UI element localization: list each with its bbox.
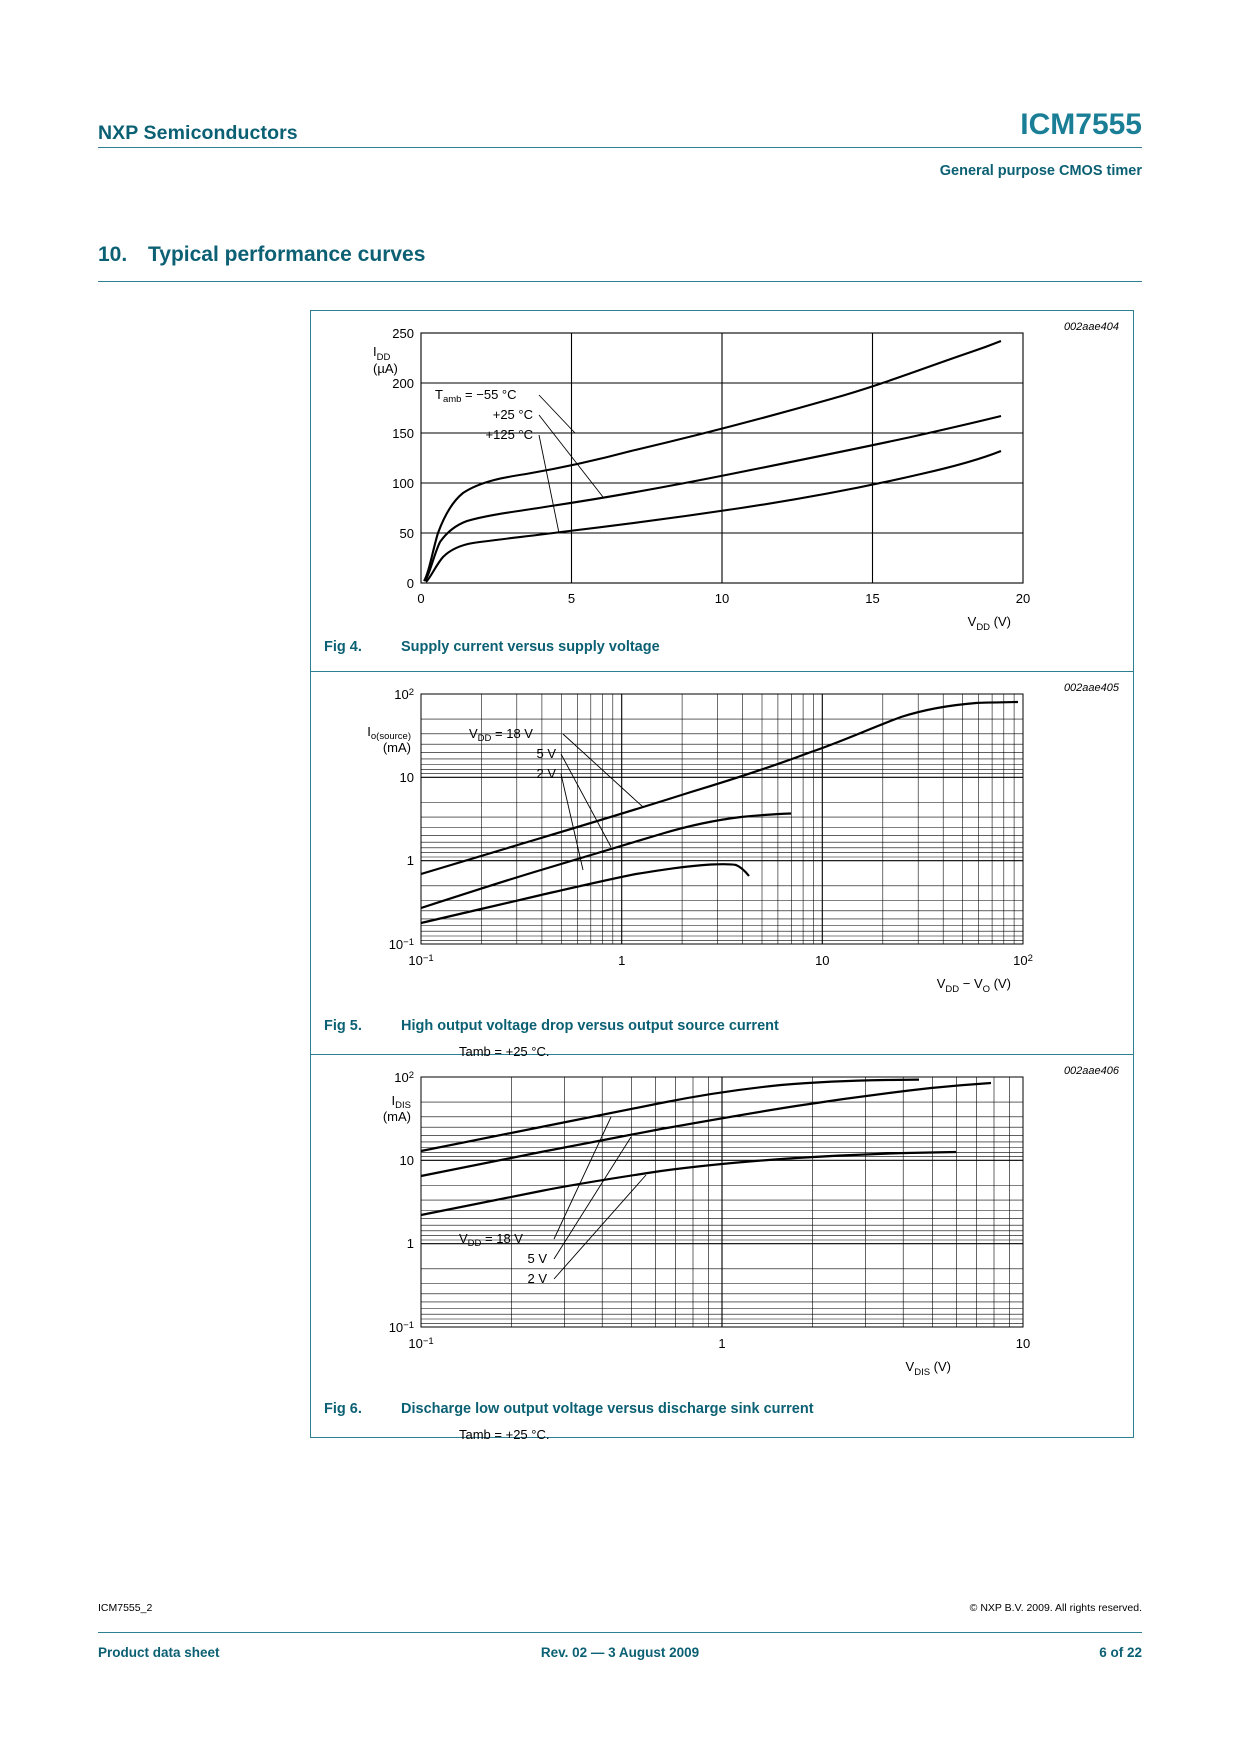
svg-text:20: 20 [1015,591,1031,606]
svg-text:150: 150 [392,426,414,441]
svg-text:102: $10^2$ [394,687,414,702]
figure-panel-5 [311,672,1133,1059]
chart-id-fig6: 002aae406 [1063,1065,1119,1077]
annotation-vdd-5v-fig6: 5 V [527,1251,547,1266]
curve-vdd-2v [421,864,749,923]
footer-page-number: 6 of 22 [1099,1645,1142,1660]
figure-panel-6 [311,1055,1133,1442]
svg-text:200: 200 [392,376,414,391]
figure-title-5: High output voltage drop versus output source current [401,1018,779,1034]
figure-label-6: Fig 6. [324,1401,362,1417]
annotation-tamb-minus55: $T_{amb} = -55$ °C [435,387,517,405]
svg-text:50: 50 [399,526,414,541]
svg-text:10: 10 [399,770,414,785]
figure-label-4: Fig 4. [324,639,362,655]
svg-text:VDD − VO (V): $V_{DD} - V_O$ (V) [936,976,1011,995]
chart-id-fig4: 002aae404 [1063,321,1119,333]
svg-text:102: $10^2$ [1013,953,1033,968]
annotation-tamb-plus125: +125 °C [485,427,533,442]
svg-text:10−1: $10^{-1}$ [388,937,414,952]
curve-vdd-2v-fig6 [421,1152,956,1215]
curve-vdd-18v-fig6 [421,1080,919,1151]
footer-doc-id: ICM7555_2 [98,1602,153,1614]
section-number: 10. [98,243,128,266]
part-number: ICM7555 [1020,108,1142,141]
footer-doc-type: Product data sheet [98,1645,220,1660]
footer-divider [98,1632,1142,1633]
svg-text:Io(source): $I_{o(source)}$ [367,724,411,742]
figures-container [310,310,1134,1442]
svg-text:10−1: $10^{-1}$ [408,1336,434,1351]
annotation-tamb-plus25: +25 °C [492,407,533,422]
svg-text:(mA): (mA) [382,1109,411,1124]
chart-discharge-low-output-voltage [311,1055,1133,1385]
svg-text:15: 15 [865,591,880,606]
annotation-vdd-2v: 2 V [536,766,556,781]
svg-text:VDD (V): $V_{DD}$ (V) [967,614,1011,631]
svg-text:102: $10^2$ [394,1070,414,1085]
svg-text:10: 10 [815,953,830,968]
figure-caption-5 [311,1002,1133,1054]
svg-text:10: 10 [399,1153,414,1168]
chart-high-output-voltage-drop [311,672,1133,1002]
svg-text:10−1: $10^{-1}$ [408,953,434,968]
footer-revision: Rev. 02 — 3 August 2009 [540,1645,700,1660]
svg-text:0: 0 [417,591,425,606]
figure-panel-4 [311,311,1133,672]
annotation-vdd-5v: 5 V [536,746,556,761]
svg-text:0: 0 [406,576,414,591]
annotation-vdd-18v: $V_{DD} = 18$ V [469,726,533,744]
svg-text:250: 250 [392,326,414,341]
chart-supply-current-vs-supply-voltage [311,311,1133,631]
curve-tamb-plus125 [426,451,1001,582]
figure-label-5: Fig 5. [324,1018,362,1034]
svg-text:1: 1 [618,953,626,968]
svg-text:10: 10 [1015,1336,1031,1351]
svg-text:IDIS: $I_{DIS}$ [391,1093,411,1111]
svg-text:10: 10 [714,591,730,606]
svg-text:1: 1 [718,1336,726,1351]
figure-condition-6: Tamb = +25 °C. [459,1427,550,1442]
page-title: Typical performance curves [148,243,426,266]
svg-text:1: 1 [406,1236,414,1251]
svg-text:IDD: $I_{DD}$ [373,344,391,363]
svg-text:1: 1 [406,853,414,868]
curve-vdd-5v-fig6 [421,1083,991,1176]
svg-text:(µA): (µA) [373,361,398,376]
figure-caption-6 [311,1385,1133,1437]
company-name: NXP Semiconductors [98,122,298,144]
svg-text:5: 5 [567,591,576,606]
section-divider [98,281,1142,282]
figure-caption-4 [311,631,1133,671]
svg-text:(mA): (mA) [382,740,411,755]
header-divider [98,147,1142,148]
figure-condition-5: Tamb = +25 °C. [459,1044,550,1059]
annotation-vdd-18v-fig6: $V_{DD} = 18$ V [459,1231,523,1249]
footer-copyright: © NXP B.V. 2009. All rights reserved. [969,1602,1142,1614]
svg-text:100: 100 [392,476,414,491]
svg-text:VDIS (V): $V_{DIS}$ (V) [905,1359,951,1378]
figure-title-4: Supply current versus supply voltage [401,639,660,655]
annotation-vdd-2v-fig6: 2 V [527,1271,547,1286]
chart-id-fig5: 002aae405 [1063,682,1119,694]
curve-tamb-minus55 [424,341,1001,581]
document-subtitle: General purpose CMOS timer [939,163,1142,179]
figure-title-6: Discharge low output voltage versus discharge sink current [401,1401,814,1417]
svg-text:10−1: $10^{-1}$ [388,1320,414,1335]
